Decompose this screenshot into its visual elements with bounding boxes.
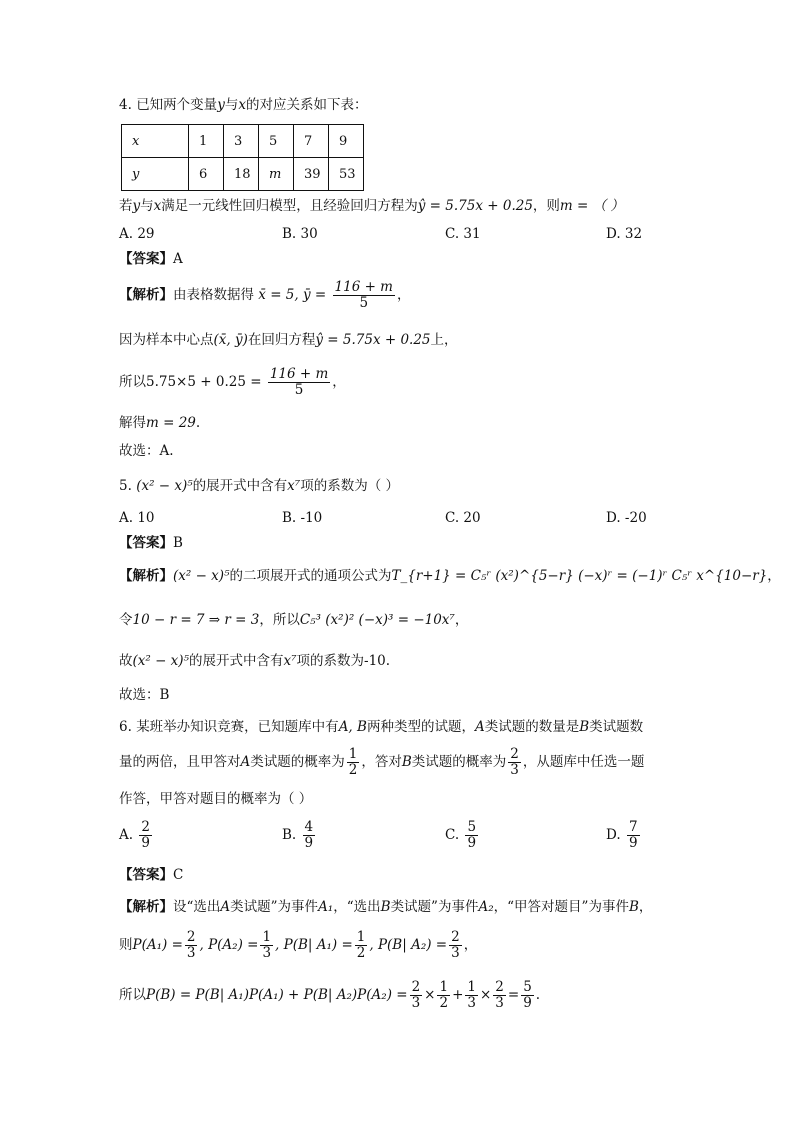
q5-analysis-line-1: 【解析】(x² − x)⁵的二项展开式的通项公式为T_{r+1} = C₅ʳ (x²)^{5−r} (−x)ʳ = (−1)ʳ C₅ʳ x^{10−r}， — [119, 568, 781, 584]
q6-stem-line-2: 量的两倍，且甲答对A类试题的概率为 $\frac{1}{2}$ ，答对B类试题的概率为 $\frac{2}{3}$ ，从题库中任选一题 — [119, 746, 645, 778]
fraction: $\frac{1}{2}$ — [439, 979, 449, 1011]
q5-option-b: B. -10 — [282, 510, 323, 526]
table-cell: 5 — [259, 125, 294, 158]
fraction: $\frac{5}{9}$ — [523, 979, 532, 1011]
table-cell: 18 — [224, 158, 259, 191]
fraction: $\frac{4}{9}$ — [304, 819, 314, 851]
fraction: $\frac{2}{3}$ — [411, 979, 421, 1011]
q5-option-d: D. -20 — [606, 510, 647, 526]
q4-answer: 【答案】A — [119, 251, 183, 267]
table-cell: 7 — [294, 125, 329, 158]
q6-analysis-line-2: 则P(A₁) = $\frac{2}{3}$ , P(A₂) = $\frac{1}{3}$ , P(B| A₁) = $\frac{1}{2}$ , P(B| A₂) = $\frac{2}{3}$ ， — [119, 929, 478, 961]
table-cell: 9 — [329, 125, 364, 158]
fraction: $\frac{116 + m}{5}$ — [334, 279, 393, 311]
table-header-y: y — [122, 158, 189, 191]
q6-stem-line-3: 作答，甲答对题目的概率为（ ） — [119, 791, 313, 807]
q6-analysis-line-3: 所以P(B) = P(B| A₁)P(A₁) + P(B| A₂)P(A₂) = $\frac{2}{3}$ × $\frac{1}{2}$ + $\frac{1}{3}$ × $\frac{2}{3}$ = $\frac{5}{9}$ . — [119, 979, 541, 1011]
q6-option-a: A. $\frac{2}{9}$ — [119, 819, 150, 851]
q5-conclusion: 故选：B — [119, 687, 170, 703]
q4-analysis-line-4: 解得m = 29. — [119, 415, 201, 431]
q4-option-c: C. 31 — [445, 226, 481, 242]
q4-analysis-line-2: 因为样本中心点(x̄, ȳ)在回归方程ŷ = 5.75x + 0.25上， — [119, 332, 458, 348]
fraction: $\frac{2}{3}$ — [510, 746, 519, 778]
q4-data-table — [121, 124, 364, 191]
table-cell: 3 — [224, 125, 259, 158]
table-cell: 6 — [189, 158, 224, 191]
q5-option-c: C. 20 — [445, 510, 481, 526]
q4-stem: 4. 已知两个变量y与x的对应关系如下表： — [119, 97, 368, 113]
q6-option-b: B. $\frac{4}{9}$ — [282, 819, 314, 851]
fraction: $\frac{1}{3}$ — [467, 979, 476, 1011]
table-header-x: x — [122, 125, 189, 158]
fraction: $\frac{2}{3}$ — [186, 929, 196, 961]
q4-option-a: A. 29 — [119, 226, 155, 242]
fraction: $\frac{2}{3}$ — [495, 979, 504, 1011]
table-row-y — [122, 158, 364, 191]
q6-option-c: C. $\frac{5}{9}$ — [445, 819, 477, 851]
q5-answer: 【答案】B — [119, 535, 183, 551]
q4-condition: 若y与x满足一元线性回归模型，且经验回归方程为ŷ = 5.75x + 0.25，则m = （ ） — [119, 198, 624, 214]
fraction: $\frac{116 + m}{5}$ — [269, 366, 329, 398]
fraction: $\frac{1}{2}$ — [348, 746, 358, 778]
fraction: $\frac{1}{2}$ — [356, 929, 366, 961]
q6-stem-line-1: 6. 某班举办知识竞赛，已知题库中有A, B两种类型的试题，A类试题的数量是B类试题数 — [119, 719, 644, 735]
q4-analysis-line-1: 【解析】由表格数据得 x̄ = 5, ȳ = $\frac{116 + m}{5}$ ， — [119, 279, 411, 311]
fraction: $\frac{7}{9}$ — [628, 819, 638, 851]
fraction: $\frac{2}{9}$ — [141, 819, 150, 851]
table-cell: 39 — [294, 158, 329, 191]
q4-analysis-line-3: 所以5.75×5 + 0.25 = $\frac{116 + m}{5}$ ， — [119, 366, 346, 398]
q4-option-d: D. 32 — [606, 226, 643, 242]
q6-option-d: D. $\frac{7}{9}$ — [606, 819, 638, 851]
q4-conclusion: 故选：A. — [119, 443, 174, 459]
regression-equation: ŷ = 5.75x + 0.25 — [417, 198, 533, 214]
q5-stem: 5. (x² − x)⁵的展开式中含有x⁷项的系数为（ ） — [119, 478, 399, 494]
fraction: $\frac{5}{9}$ — [467, 819, 477, 851]
q5-analysis-line-3: 故(x² − x)⁵的展开式中含有x⁷项的系数为-10. — [119, 653, 391, 669]
fraction: $\frac{1}{3}$ — [262, 929, 272, 961]
fraction: $\frac{2}{3}$ — [451, 929, 460, 961]
q5-option-a: A. 10 — [119, 510, 155, 526]
q5-analysis-line-2: 令10 − r = 7 ⇒ r = 3，所以C₅³ (x²)² (−x)³ = −10x⁷， — [119, 612, 469, 628]
q6-answer: 【答案】C — [119, 867, 184, 883]
table-cell: 53 — [329, 158, 364, 191]
table-cell: 1 — [189, 125, 224, 158]
q6-analysis-line-1: 【解析】设“选出A类试题”为事件A₁，“选出B类试题”为事件A₂，“甲答对题目”为事件B， — [119, 899, 653, 915]
q4-option-b: B. 30 — [282, 226, 318, 242]
table-cell: m — [259, 158, 294, 191]
table-row-x — [122, 125, 364, 158]
